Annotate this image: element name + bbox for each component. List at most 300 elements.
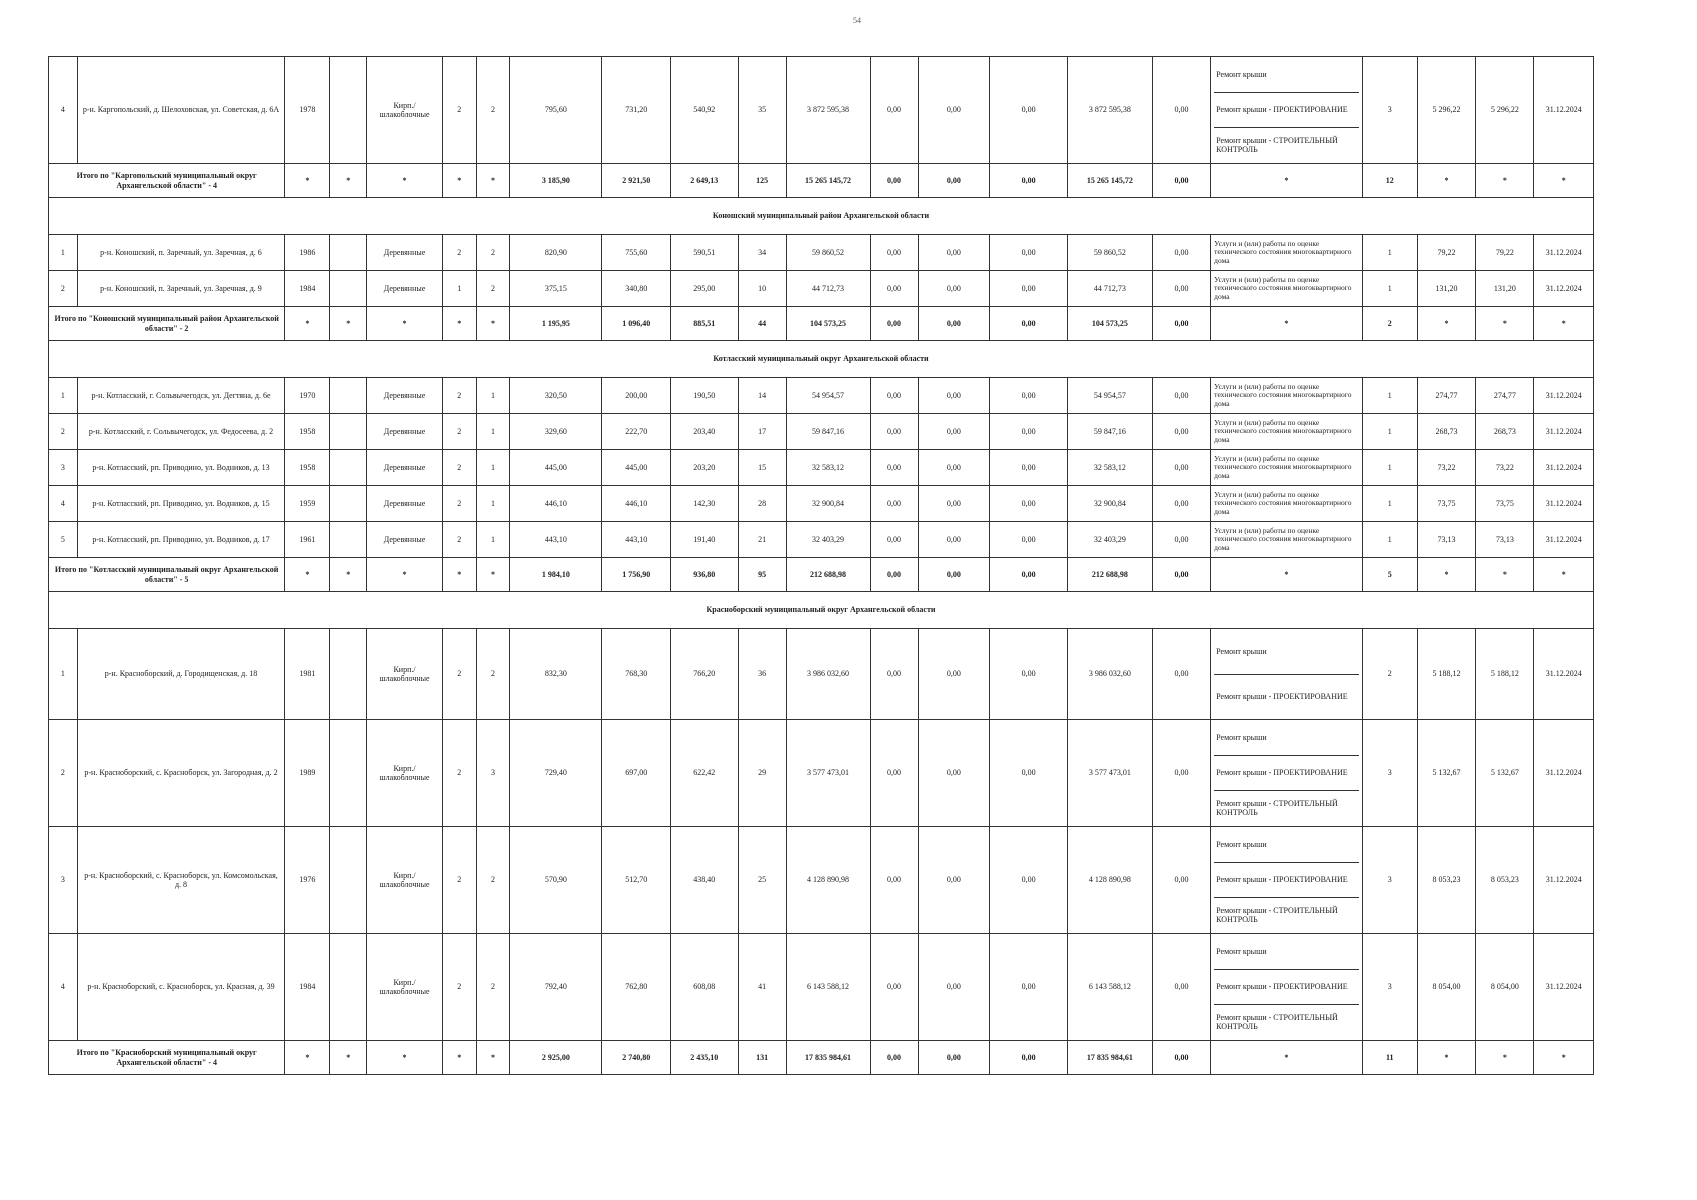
total-works-count: 5 [1362, 558, 1417, 592]
deadline-cell: 31.12.2024 [1534, 522, 1594, 558]
total-regional: 0,00 [918, 307, 990, 341]
works-count-cell: 1 [1362, 271, 1417, 307]
material-cell: Кирп./ шлакоблочные [367, 57, 443, 164]
section-title: Коношский муниципальный район Архангельской области [49, 198, 1594, 235]
works-cell: Услуги и (или) работы по оценке технического состояния многоквартирного дома [1211, 522, 1362, 558]
cost-total-cell: 44 712,73 [786, 271, 870, 307]
deadline-cell: 31.12.2024 [1534, 720, 1594, 827]
local-cell: 0,00 [990, 414, 1068, 450]
other-cell: 0,00 [1152, 720, 1210, 827]
area-living-cell: 142,30 [671, 486, 739, 522]
placeholder-mark: * [442, 558, 476, 592]
table-body [49, 57, 1594, 1075]
address-cell: р-н. Котласский, рп. Приводино, ул. Водников, д. 15 [77, 486, 285, 522]
work-item: Ремонт крыши - ПРОЕКТИРОВАНИЕ [1214, 863, 1358, 898]
residents-cell: 10 [738, 271, 786, 307]
limit-cost-cell: 8 054,00 [1476, 934, 1534, 1041]
local-cell: 0,00 [990, 629, 1068, 720]
placeholder-mark: * [476, 558, 510, 592]
works-count-cell: 1 [1362, 522, 1417, 558]
total-fund: 0,00 [870, 307, 918, 341]
limit-cost-cell: 5 188,12 [1476, 629, 1534, 720]
floors-cell: 2 [442, 934, 476, 1041]
entrances-cell: 1 [476, 378, 510, 414]
empty-cell [330, 720, 367, 827]
regional-cell: 0,00 [918, 271, 990, 307]
deadline-cell: 31.12.2024 [1534, 57, 1594, 164]
work-item: Ремонт крыши [1214, 630, 1358, 675]
address-cell: р-н. Красноборский, с. Красноборск, ул. Комсомольская, д. 8 [77, 827, 285, 934]
total-area-living: 2 435,10 [671, 1041, 739, 1075]
entrances-cell: 1 [476, 414, 510, 450]
table-row [49, 414, 1594, 450]
work-item: Ремонт крыши [1214, 935, 1358, 970]
limit-cost-cell: 73,22 [1476, 450, 1534, 486]
works-count-cell: 3 [1362, 57, 1417, 164]
deadline-cell: 31.12.2024 [1534, 486, 1594, 522]
material-cell: Кирп./ шлакоблочные [367, 934, 443, 1041]
empty-cell [330, 378, 367, 414]
material-cell: Деревянные [367, 378, 443, 414]
residents-cell: 21 [738, 522, 786, 558]
limit-cost-cell: 131,20 [1476, 271, 1534, 307]
row-number: 2 [49, 414, 78, 450]
material-cell: Деревянные [367, 522, 443, 558]
table-row [49, 629, 1594, 720]
cost-total-cell: 6 143 588,12 [786, 934, 870, 1041]
unit-cost-cell: 79,22 [1417, 235, 1475, 271]
page-number: 54 [853, 16, 861, 25]
area-premises-cell: 768,30 [602, 629, 671, 720]
placeholder-mark: * [476, 164, 510, 198]
area-living-cell: 766,20 [671, 629, 739, 720]
row-number: 2 [49, 720, 78, 827]
address-cell: р-н. Котласский, рп. Приводино, ул. Водников, д. 17 [77, 522, 285, 558]
total-owners: 17 835 984,61 [1067, 1041, 1152, 1075]
placeholder-mark: * [1211, 558, 1362, 592]
entrances-cell: 2 [476, 235, 510, 271]
address-cell: р-н. Красноборский, с. Красноборск, ул. Загородная, д. 2 [77, 720, 285, 827]
total-other: 0,00 [1152, 558, 1210, 592]
work-item: Ремонт крыши - СТРОИТЕЛЬНЫЙ КОНТРОЛЬ [1216, 1012, 1338, 1031]
floors-cell: 2 [442, 378, 476, 414]
area-total-cell: 792,40 [510, 934, 602, 1041]
fund-cell: 0,00 [870, 934, 918, 1041]
area-living-cell: 190,50 [671, 378, 739, 414]
placeholder-mark: * [367, 558, 443, 592]
placeholder-mark: * [1534, 307, 1594, 341]
work-item: Ремонт крыши [1214, 721, 1358, 756]
total-area-living: 885,51 [671, 307, 739, 341]
unit-cost-cell: 8 054,00 [1417, 934, 1475, 1041]
works-count-cell: 2 [1362, 629, 1417, 720]
work-item: Ремонт крыши [1214, 58, 1358, 93]
placeholder-mark: * [330, 164, 367, 198]
residents-cell: 28 [738, 486, 786, 522]
owners-cell: 3 872 595,38 [1067, 57, 1152, 164]
floors-cell: 1 [442, 271, 476, 307]
placeholder-mark: * [1417, 307, 1475, 341]
regional-cell: 0,00 [918, 57, 990, 164]
row-number: 1 [49, 235, 78, 271]
total-owners: 212 688,98 [1067, 558, 1152, 592]
cost-total-cell: 4 128 890,98 [786, 827, 870, 934]
total-area-total: 1 984,10 [510, 558, 602, 592]
works-cell: Услуги и (или) работы по оценке технического состояния многоквартирного дома [1211, 450, 1362, 486]
row-number: 3 [49, 450, 78, 486]
cost-total-cell: 3 986 032,60 [786, 629, 870, 720]
regional-cell: 0,00 [918, 629, 990, 720]
placeholder-mark: * [285, 558, 330, 592]
cost-total-cell: 3 577 473,01 [786, 720, 870, 827]
cost-total-cell: 59 847,16 [786, 414, 870, 450]
works-list [1214, 58, 1358, 162]
area-living-cell: 295,00 [671, 271, 739, 307]
area-premises-cell: 512,70 [602, 827, 671, 934]
total-works-count: 11 [1362, 1041, 1417, 1075]
other-cell: 0,00 [1152, 934, 1210, 1041]
owners-cell: 54 954,57 [1067, 378, 1152, 414]
other-cell: 0,00 [1152, 235, 1210, 271]
regional-cell: 0,00 [918, 378, 990, 414]
material-cell: Деревянные [367, 450, 443, 486]
fund-cell: 0,00 [870, 522, 918, 558]
address-cell: р-н. Котласский, г. Сольвычегодск, ул. Федосеева, д. 2 [77, 414, 285, 450]
works-count-cell: 1 [1362, 378, 1417, 414]
row-number: 3 [49, 827, 78, 934]
works-cell: Услуги и (или) работы по оценке технического состояния многоквартирного дома [1211, 271, 1362, 307]
deadline-cell: 31.12.2024 [1534, 235, 1594, 271]
works-cell [1211, 629, 1362, 720]
area-premises-cell: 340,80 [602, 271, 671, 307]
work-item: Ремонт крыши - СТРОИТЕЛЬНЫЙ КОНТРОЛЬ [1216, 798, 1338, 817]
limit-cost-cell: 79,22 [1476, 235, 1534, 271]
section-header-row [49, 592, 1594, 629]
placeholder-mark: * [1211, 164, 1362, 198]
material-cell: Кирп./ шлакоблочные [367, 827, 443, 934]
placeholder-mark: * [1417, 164, 1475, 198]
placeholder-mark: * [476, 1041, 510, 1075]
total-local: 0,00 [990, 307, 1068, 341]
works-count-cell: 1 [1362, 450, 1417, 486]
works-cell [1211, 827, 1362, 934]
entrances-cell: 2 [476, 827, 510, 934]
floors-cell: 2 [442, 720, 476, 827]
work-item: Ремонт крыши - ПРОЕКТИРОВАНИЕ [1216, 691, 1348, 701]
total-residents: 125 [738, 164, 786, 198]
entrances-cell: 2 [476, 57, 510, 164]
area-living-cell: 590,51 [671, 235, 739, 271]
total-fund: 0,00 [870, 558, 918, 592]
fund-cell: 0,00 [870, 450, 918, 486]
regional-cell: 0,00 [918, 235, 990, 271]
total-regional: 0,00 [918, 164, 990, 198]
cost-total-cell: 32 403,29 [786, 522, 870, 558]
area-total-cell: 570,90 [510, 827, 602, 934]
works-count-cell: 3 [1362, 827, 1417, 934]
table-row [49, 720, 1594, 827]
address-cell: р-н. Коношский, п. Заречный, ул. Заречная, д. 6 [77, 235, 285, 271]
deadline-cell: 31.12.2024 [1534, 271, 1594, 307]
local-cell: 0,00 [990, 378, 1068, 414]
area-living-cell: 608,08 [671, 934, 739, 1041]
area-premises-cell: 446,10 [602, 486, 671, 522]
placeholder-mark: * [1534, 164, 1594, 198]
total-other: 0,00 [1152, 1041, 1210, 1075]
owners-cell: 59 860,52 [1067, 235, 1152, 271]
total-row [49, 164, 1594, 198]
area-total-cell: 443,10 [510, 522, 602, 558]
fund-cell: 0,00 [870, 827, 918, 934]
table-row [49, 450, 1594, 486]
other-cell: 0,00 [1152, 378, 1210, 414]
regional-cell: 0,00 [918, 827, 990, 934]
placeholder-mark: * [1211, 1041, 1362, 1075]
fund-cell: 0,00 [870, 271, 918, 307]
residents-cell: 15 [738, 450, 786, 486]
work-item: Ремонт крыши - ПРОЕКТИРОВАНИЕ [1214, 756, 1358, 791]
address-cell: р-н. Коношский, п. Заречный, ул. Заречная, д. 9 [77, 271, 285, 307]
total-area-premises: 2 921,50 [602, 164, 671, 198]
entrances-cell: 2 [476, 629, 510, 720]
limit-cost-cell: 5 296,22 [1476, 57, 1534, 164]
area-total-cell: 832,30 [510, 629, 602, 720]
total-row [49, 558, 1594, 592]
area-premises-cell: 697,00 [602, 720, 671, 827]
table-row [49, 934, 1594, 1041]
regional-cell: 0,00 [918, 486, 990, 522]
total-area-living: 936,80 [671, 558, 739, 592]
row-number: 4 [49, 486, 78, 522]
entrances-cell: 2 [476, 271, 510, 307]
total-local: 0,00 [990, 1041, 1068, 1075]
cost-total-cell: 59 860,52 [786, 235, 870, 271]
empty-cell [330, 522, 367, 558]
row-number: 4 [49, 934, 78, 1041]
placeholder-mark: * [330, 1041, 367, 1075]
regional-cell: 0,00 [918, 720, 990, 827]
table-row [49, 827, 1594, 934]
works-list [1214, 935, 1358, 1039]
fund-cell: 0,00 [870, 720, 918, 827]
area-living-cell: 203,20 [671, 450, 739, 486]
empty-cell [330, 629, 367, 720]
works-cell: Услуги и (или) работы по оценке технического состояния многоквартирного дома [1211, 414, 1362, 450]
residents-cell: 14 [738, 378, 786, 414]
year-cell: 1961 [285, 522, 330, 558]
regional-cell: 0,00 [918, 450, 990, 486]
unit-cost-cell: 73,75 [1417, 486, 1475, 522]
address-cell: р-н. Котласский, рп. Приводино, ул. Водников, д. 13 [77, 450, 285, 486]
placeholder-mark: * [1417, 1041, 1475, 1075]
unit-cost-cell: 73,13 [1417, 522, 1475, 558]
total-area-total: 3 185,90 [510, 164, 602, 198]
total-area-premises: 1 096,40 [602, 307, 671, 341]
total-residents: 44 [738, 307, 786, 341]
total-regional: 0,00 [918, 558, 990, 592]
residents-cell: 17 [738, 414, 786, 450]
limit-cost-cell: 5 132,67 [1476, 720, 1534, 827]
other-cell: 0,00 [1152, 486, 1210, 522]
area-total-cell: 446,10 [510, 486, 602, 522]
placeholder-mark: * [1211, 307, 1362, 341]
table-row [49, 235, 1594, 271]
placeholder-mark: * [285, 307, 330, 341]
address-cell: р-н. Красноборский, д. Городищенская, д. 18 [77, 629, 285, 720]
cost-total-cell: 3 872 595,38 [786, 57, 870, 164]
area-living-cell: 203,40 [671, 414, 739, 450]
unit-cost-cell: 5 188,12 [1417, 629, 1475, 720]
total-label: Итого по "Красноборский муниципальный округ Архангельской области" - 4 [49, 1041, 285, 1075]
total-cost-total: 212 688,98 [786, 558, 870, 592]
row-number: 1 [49, 378, 78, 414]
year-cell: 1986 [285, 235, 330, 271]
floors-cell: 2 [442, 450, 476, 486]
residents-cell: 36 [738, 629, 786, 720]
year-cell: 1958 [285, 414, 330, 450]
limit-cost-cell: 73,13 [1476, 522, 1534, 558]
unit-cost-cell: 5 296,22 [1417, 57, 1475, 164]
owners-cell: 3 986 032,60 [1067, 629, 1152, 720]
cost-total-cell: 32 900,84 [786, 486, 870, 522]
total-residents: 95 [738, 558, 786, 592]
other-cell: 0,00 [1152, 450, 1210, 486]
deadline-cell: 31.12.2024 [1534, 827, 1594, 934]
local-cell: 0,00 [990, 827, 1068, 934]
unit-cost-cell: 8 053,23 [1417, 827, 1475, 934]
work-item: Ремонт крыши - ПРОЕКТИРОВАНИЕ [1214, 970, 1358, 1005]
area-living-cell: 540,92 [671, 57, 739, 164]
fund-cell: 0,00 [870, 378, 918, 414]
total-row [49, 307, 1594, 341]
total-regional: 0,00 [918, 1041, 990, 1075]
owners-cell: 3 577 473,01 [1067, 720, 1152, 827]
table-row [49, 486, 1594, 522]
other-cell: 0,00 [1152, 414, 1210, 450]
fund-cell: 0,00 [870, 414, 918, 450]
placeholder-mark: * [1476, 164, 1534, 198]
empty-cell [330, 271, 367, 307]
placeholder-mark: * [330, 307, 367, 341]
total-cost-total: 17 835 984,61 [786, 1041, 870, 1075]
work-item: Ремонт крыши - СТРОИТЕЛЬНЫЙ КОНТРОЛЬ [1216, 905, 1338, 924]
residents-cell: 29 [738, 720, 786, 827]
table-row [49, 378, 1594, 414]
placeholder-mark: * [442, 1041, 476, 1075]
address-cell: р-н. Котласский, г. Сольвычегодск, ул. Дегтяна, д. 6е [77, 378, 285, 414]
placeholder-mark: * [1534, 558, 1594, 592]
total-owners: 15 265 145,72 [1067, 164, 1152, 198]
placeholder-mark: * [1476, 558, 1534, 592]
section-title: Красноборский муниципальный округ Архангельской области [49, 592, 1594, 629]
area-living-cell: 191,40 [671, 522, 739, 558]
placeholder-mark: * [330, 558, 367, 592]
empty-cell [330, 486, 367, 522]
deadline-cell: 31.12.2024 [1534, 378, 1594, 414]
works-cell: Услуги и (или) работы по оценке технического состояния многоквартирного дома [1211, 235, 1362, 271]
area-total-cell: 729,40 [510, 720, 602, 827]
floors-cell: 2 [442, 235, 476, 271]
owners-cell: 59 847,16 [1067, 414, 1152, 450]
placeholder-mark: * [285, 1041, 330, 1075]
works-cell [1211, 720, 1362, 827]
total-other: 0,00 [1152, 164, 1210, 198]
total-label: Итого по "Каргопольский муниципальный округ Архангельской области" - 4 [49, 164, 285, 198]
total-works-count: 12 [1362, 164, 1417, 198]
residents-cell: 41 [738, 934, 786, 1041]
total-owners: 104 573,25 [1067, 307, 1152, 341]
total-label: Итого по "Котласский муниципальный округ Архангельской области" - 5 [49, 558, 285, 592]
area-total-cell: 375,15 [510, 271, 602, 307]
fund-cell: 0,00 [870, 486, 918, 522]
year-cell: 1958 [285, 450, 330, 486]
total-fund: 0,00 [870, 1041, 918, 1075]
unit-cost-cell: 73,22 [1417, 450, 1475, 486]
owners-cell: 32 403,29 [1067, 522, 1152, 558]
regional-cell: 0,00 [918, 934, 990, 1041]
floors-cell: 2 [442, 827, 476, 934]
year-cell: 1984 [285, 934, 330, 1041]
total-area-total: 1 195,95 [510, 307, 602, 341]
limit-cost-cell: 268,73 [1476, 414, 1534, 450]
local-cell: 0,00 [990, 450, 1068, 486]
total-area-premises: 2 740,80 [602, 1041, 671, 1075]
other-cell: 0,00 [1152, 271, 1210, 307]
material-cell: Деревянные [367, 414, 443, 450]
limit-cost-cell: 8 053,23 [1476, 827, 1534, 934]
area-total-cell: 329,60 [510, 414, 602, 450]
total-local: 0,00 [990, 164, 1068, 198]
address-cell: р-н. Красноборский, с. Красноборск, ул. Красная, д. 39 [77, 934, 285, 1041]
deadline-cell: 31.12.2024 [1534, 934, 1594, 1041]
empty-cell [330, 934, 367, 1041]
area-living-cell: 622,42 [671, 720, 739, 827]
material-cell: Кирп./ шлакоблочные [367, 629, 443, 720]
entrances-cell: 1 [476, 486, 510, 522]
material-cell: Кирп./ шлакоблочные [367, 720, 443, 827]
other-cell: 0,00 [1152, 522, 1210, 558]
total-cost-total: 15 265 145,72 [786, 164, 870, 198]
fund-cell: 0,00 [870, 235, 918, 271]
regional-cell: 0,00 [918, 414, 990, 450]
other-cell: 0,00 [1152, 827, 1210, 934]
works-list [1214, 630, 1358, 718]
row-number: 5 [49, 522, 78, 558]
section-header-row [49, 198, 1594, 235]
work-item: Ремонт крыши - СТРОИТЕЛЬНЫЙ КОНТРОЛЬ [1216, 135, 1338, 154]
placeholder-mark: * [1476, 1041, 1534, 1075]
area-premises-cell: 222,70 [602, 414, 671, 450]
residents-cell: 25 [738, 827, 786, 934]
material-cell: Деревянные [367, 486, 443, 522]
owners-cell: 6 143 588,12 [1067, 934, 1152, 1041]
area-premises-cell: 755,60 [602, 235, 671, 271]
area-premises-cell: 731,20 [602, 57, 671, 164]
floors-cell: 2 [442, 522, 476, 558]
row-number: 4 [49, 57, 78, 164]
other-cell: 0,00 [1152, 57, 1210, 164]
placeholder-mark: * [285, 164, 330, 198]
unit-cost-cell: 268,73 [1417, 414, 1475, 450]
total-label: Итого по "Коношский муниципальный район Архангельской области" - 2 [49, 307, 285, 341]
total-residents: 131 [738, 1041, 786, 1075]
row-number: 2 [49, 271, 78, 307]
total-fund: 0,00 [870, 164, 918, 198]
unit-cost-cell: 5 132,67 [1417, 720, 1475, 827]
entrances-cell: 1 [476, 450, 510, 486]
local-cell: 0,00 [990, 486, 1068, 522]
area-premises-cell: 762,80 [602, 934, 671, 1041]
